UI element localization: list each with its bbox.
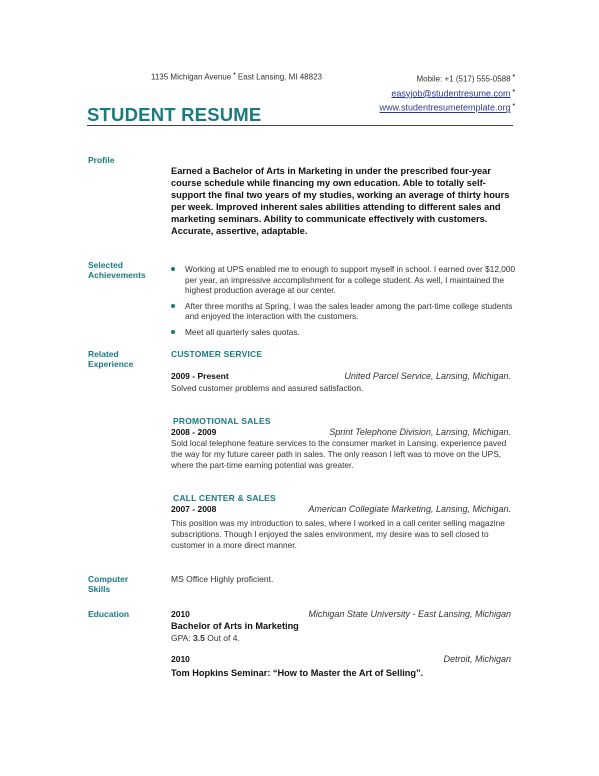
education-org: Detroit, Michigan xyxy=(443,654,511,664)
job-heading: CUSTOMER SERVICE xyxy=(171,349,263,359)
bullet-icon xyxy=(171,304,175,308)
list-item xyxy=(171,301,516,322)
separator-dot: • xyxy=(512,73,515,80)
job-row xyxy=(171,504,511,514)
title-divider xyxy=(87,125,513,126)
achievement-text: Working at UPS enabled me to enough to support myself in school. I earned over $12,000 per year, an impressive accomplishment for a college student. As well, I maintained the highest production average at our center. xyxy=(185,264,516,295)
gpa-value: 3.5 xyxy=(193,633,205,643)
education-year: 2010 xyxy=(171,609,190,619)
address-city: East Lansing, MI 48823 xyxy=(237,72,322,82)
education-degree: Tom Hopkins Seminar: “How to Master the Art of Selling”. xyxy=(171,668,424,678)
achievement-text: Meet all quarterly sales quotas. xyxy=(185,326,300,337)
email-link[interactable]: easyjob@studentresume.com xyxy=(391,88,511,99)
label-line: Selected xyxy=(88,260,123,270)
contact-details xyxy=(379,71,515,115)
education-org: Michigan State University - East Lansing, Michigan xyxy=(308,609,511,619)
contact-address xyxy=(151,71,322,82)
job-date: 2007 - 2008 xyxy=(171,504,217,514)
skills-text: MS Office Highly proficient. xyxy=(171,574,274,584)
section-label-education: Education xyxy=(88,609,130,619)
address-street: 1135 Michigan Avenue xyxy=(151,72,232,82)
education-year: 2010 xyxy=(171,654,190,664)
gpa-label: GPA: xyxy=(171,633,194,643)
profile-text: Earned a Bachelor of Arts in Marketing in under the prescribed four-year course schedule while financing my own education. Able to totally self-support the final two years of my studies, working an average of thirty hours per week. Improved inherent sales abilities attending to different sales and marketing seminars. Ability to communicate effectively with customers. Accurate, assertive, adaptable. xyxy=(171,166,510,236)
section-label-experience xyxy=(88,349,133,369)
education-row xyxy=(171,654,511,664)
job-date: 2008 - 2009 xyxy=(171,427,217,437)
job-date: 2009 - Present xyxy=(171,371,229,381)
achievements-list xyxy=(171,264,516,342)
label-line: Related xyxy=(88,349,119,359)
job-row xyxy=(171,427,511,437)
gpa-suffix: Out of 4. xyxy=(204,633,240,643)
job-heading: PROMOTIONAL SALES xyxy=(173,416,271,426)
section-label-skills xyxy=(88,574,128,594)
job-description: This position was my introduction to sales, where I worked in a call center selling magazine subscriptions. Though I enjoyed the sales environment, my desire was to sell closed to customer in a more direct manner. xyxy=(171,518,505,550)
label-line: Skills xyxy=(88,584,111,594)
separator-dot: • xyxy=(512,102,515,110)
resume-title: STUDENT RESUME xyxy=(87,104,262,125)
achievement-text: After three months at Spring, I was the sales leader among the part-time college students and enjoyed the interaction with the customers. xyxy=(185,300,513,321)
label-line: Achievements xyxy=(88,270,146,280)
bullet-icon xyxy=(171,330,175,334)
job-org: United Parcel Service, Lansing, Michigan. xyxy=(344,371,511,381)
job-heading: CALL CENTER & SALES xyxy=(173,493,276,503)
label-line: Experience xyxy=(88,359,134,369)
job-description: Solved customer problems and assured satisfaction. xyxy=(171,383,364,393)
section-label-profile: Profile xyxy=(88,155,115,165)
job-description: Sold local telephone feature services to the consumer market in Lansing. experience paved the way for my future career path in sales. The only reason I left was to move on the UPS, where the part-time earning potential was greater. xyxy=(171,438,507,470)
label-line: Computer xyxy=(88,574,129,584)
separator-dot: • xyxy=(512,87,515,95)
website-link[interactable]: www.studentresumetemplate.org xyxy=(379,102,511,113)
job-org: American Collegiate Marketing, Lansing, Michigan. xyxy=(308,504,511,514)
education-degree: Bachelor of Arts in Marketing xyxy=(171,621,299,631)
job-row xyxy=(171,371,511,381)
list-item xyxy=(171,264,516,296)
education-row xyxy=(171,609,511,619)
bullet-icon xyxy=(171,267,175,271)
section-label-achievements xyxy=(88,260,146,280)
list-item xyxy=(171,327,516,338)
mobile-number: Mobile: +1 (517) 555-0588 xyxy=(416,74,511,84)
separator-dot: • xyxy=(233,71,236,78)
job-org: Sprint Telephone Division, Lansing, Michigan. xyxy=(329,427,511,437)
education-gpa xyxy=(171,633,240,643)
